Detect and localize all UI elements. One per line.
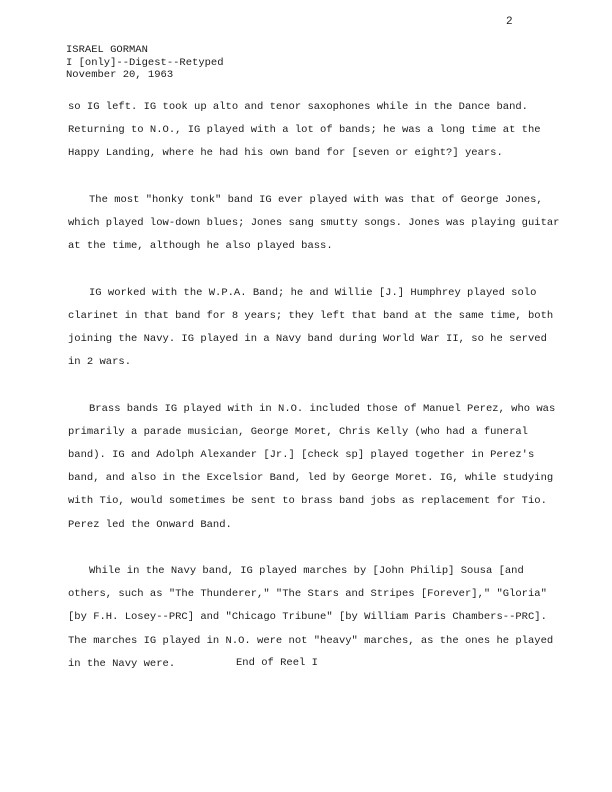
document-header <box>66 44 224 82</box>
paragraph: While in the Navy band, IG played marches by [John Philip] Sousa [and others, such as "The Thunderer," "The Stars and Stripes [Forever]," "Gloria" [by F.H. Losey--PRC] and "Chicago Tribune" [by William Paris Chambers--PRC]. The marches IG played in N.O. were not "heavy" marches, as the ones he played in the Navy were. <box>68 565 554 670</box>
paragraph: so IG left. IG took up alto and tenor saxophones while in the Dance band. Returning to N.O., IG played with a lot of bands; he was a long time at the Happy Landing, where he had his own band for [seven or eight?] years. <box>68 101 541 160</box>
interviewee-name: ISRAEL GORMAN <box>66 44 148 56</box>
interview-date: November 20, 1963 <box>66 69 174 81</box>
end-of-reel-note: End of Reel I <box>236 657 318 669</box>
digest-body <box>68 96 562 699</box>
paragraph: Brass bands IG played with in N.O. included those of Manuel Perez, who was primarily a parade musician, George Moret, Chris Kelly (who had a funeral band). IG and Adolph Alexander [Jr.] [check sp] played together in Perez's band, and also in the Excelsior Band, led by George Moret. IG, while studying with Tio, would sometimes be sent to brass band jobs as replacement for Tio. Perez led the Onward Band. <box>68 402 556 531</box>
reel-description: I [only]--Digest--Retyped <box>66 56 224 69</box>
paragraph: The most "honky tonk" band IG ever played with was that of George Jones, which played low-down blues; Jones sang smutty songs. Jones was playing guitar at the time, although he also played bass. <box>68 193 560 253</box>
page-number: 2 <box>506 16 513 28</box>
paragraph: IG worked with the W.P.A. Band; he and Willie [J.] Humphrey played solo clarinet in that band for 8 years; they left that band at the same time, both joining the Navy. IG played in a Navy band during World War II, so he served in 2 wars. <box>68 286 554 369</box>
